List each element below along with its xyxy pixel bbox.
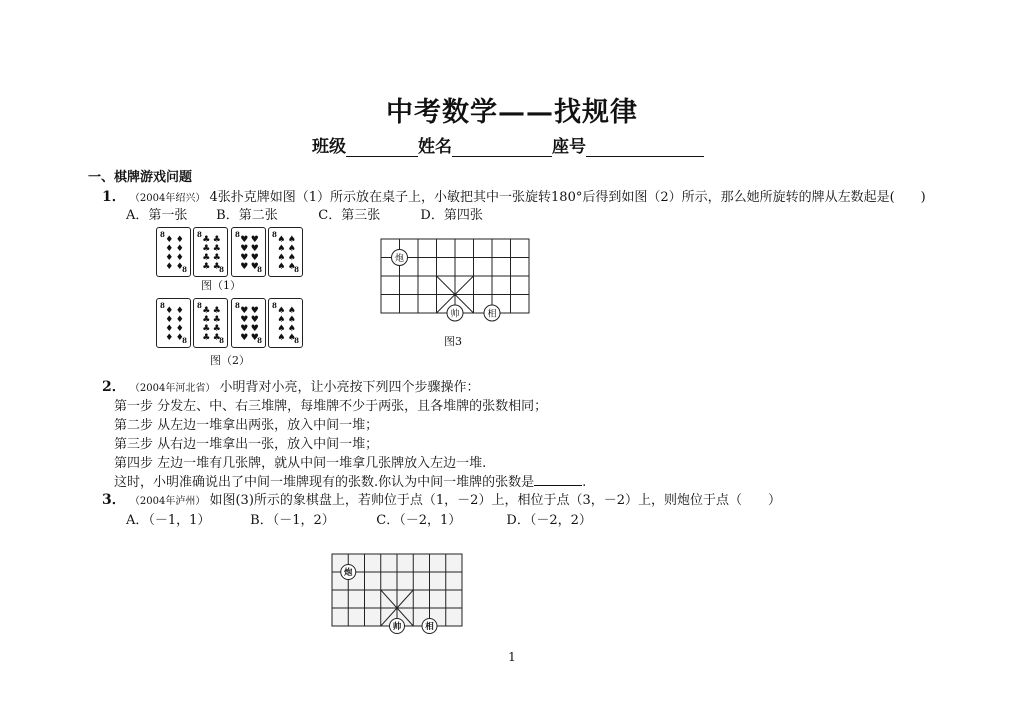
option-b: B．（－1，2） xyxy=(250,513,335,528)
section-heading: 一、棋牌游戏问题 xyxy=(88,170,193,185)
question-3 xyxy=(102,489,781,509)
cannon-piece: 炮 xyxy=(343,568,353,578)
playing-card: 8 ♠ ♠ ♠ ♠ ♠ ♠ ♠ ♠ 8 xyxy=(268,298,303,348)
general-piece: 帅 xyxy=(450,309,460,320)
step-4: 第四步 左边一堆有几张牌，就从中间一堆拿几张牌放入左边一堆. xyxy=(114,456,487,471)
figure-2-caption: 图（2） xyxy=(210,354,250,367)
page-title: 中考数学——找规律 xyxy=(386,97,638,128)
question-3-text: 如图(3)所示的象棋盘上，若帅位于点（1，－2）上，相位于点（3，－2）上，则炮位于点（ ） xyxy=(209,493,781,508)
figure-1-caption: 图（1） xyxy=(201,279,241,292)
question-1-options xyxy=(126,204,483,223)
playing-card: 8 ♣ ♣ ♣ ♣ ♣ ♣ ♣ ♣ 8 xyxy=(193,298,228,348)
page-number: 1 xyxy=(508,650,516,664)
club-icon: ♣ xyxy=(202,235,211,245)
question-2-number: 2． xyxy=(102,379,126,395)
cannon-piece: 炮 xyxy=(394,254,405,264)
general-piece: 帅 xyxy=(392,622,402,632)
chessboard-question-3 xyxy=(328,552,466,638)
question-3-number: 3． xyxy=(102,492,126,508)
question-3-source: （2004年泸州） xyxy=(129,496,206,507)
playing-card: 8 ♠ ♠ ♠ ♠ ♠ ♠ ♠ ♠ 8 xyxy=(268,227,303,277)
playing-card: 8 ♦ ♦ ♦ ♦ ♦ ♦ ♦ ♦ 8 xyxy=(156,298,191,348)
answer-blank xyxy=(534,472,582,486)
figure-3-caption: 图3 xyxy=(444,335,462,348)
conclusion-text: 这时，小明准确说出了中间一堆牌现有的张数.你认为中间一堆牌的张数是 xyxy=(114,475,535,490)
student-info-fields xyxy=(312,132,704,157)
chessboard-figure-3 xyxy=(380,238,532,334)
question-1-source: （2004年绍兴） xyxy=(129,193,206,204)
question-1-number: 1． xyxy=(102,189,126,205)
question-2 xyxy=(102,376,480,396)
class-label: 班级 xyxy=(312,137,346,157)
conclusion-end: . xyxy=(582,475,587,490)
option-a: A．（－1，1） xyxy=(126,513,211,528)
name-label: 姓名 xyxy=(418,137,452,157)
option-d: D．（－2，2） xyxy=(506,513,592,528)
question-1 xyxy=(102,186,926,206)
minister-piece: 相 xyxy=(425,622,434,632)
option-d: D．第四张 xyxy=(420,208,483,223)
step-1: 第一步 分发左、中、右三堆牌，每堆牌不少于两张，且各堆牌的张数相同； xyxy=(114,399,548,414)
seat-blank xyxy=(586,138,704,157)
option-c: C．第三张 xyxy=(318,208,381,223)
name-blank xyxy=(452,138,552,157)
spade-icon: ♠ xyxy=(277,235,286,245)
question-2-conclusion xyxy=(114,471,586,490)
diamond-icon: ♦ xyxy=(165,235,174,245)
minister-piece: 相 xyxy=(487,309,497,320)
seat-label: 座号 xyxy=(552,137,586,157)
playing-card: 8 ♦ ♦ ♦ ♦ ♦ ♦ ♦ ♦ 8 xyxy=(156,227,191,277)
option-a: A．第一张 xyxy=(126,208,188,223)
question-1-text: 4张扑克牌如图（1）所示放在桌子上，小敏把其中一张旋转180°后得到如图（2）所示，那么她所旋转的牌从左数起是( ) xyxy=(209,190,926,205)
class-blank xyxy=(346,138,418,157)
playing-card: 8 ♥ ♥ ♥ ♥ ♥ ♥ ♥ ♥ 8 xyxy=(231,227,266,277)
step-3: 第三步 从右边一堆拿出一张，放入中间一堆； xyxy=(114,437,379,452)
playing-card: 8 ♥ ♥ ♥ ♥ ♥ ♥ ♥ ♥ 8 xyxy=(231,298,266,348)
option-c: C．（－2，1） xyxy=(376,513,462,528)
playing-card: 8 ♣ ♣ ♣ ♣ ♣ ♣ ♣ ♣ 8 xyxy=(193,227,228,277)
option-b: B．第二张 xyxy=(216,208,278,223)
question-2-intro: 小明背对小亮，让小亮按下列四个步骤操作： xyxy=(219,380,480,395)
step-2: 第二步 从左边一堆拿出两张，放入中间一堆； xyxy=(114,418,379,433)
card-rank: 8 xyxy=(160,230,165,239)
question-3-options xyxy=(126,509,592,528)
question-2-source: （2004年河北省） xyxy=(129,383,216,394)
heart-icon: ♥ xyxy=(240,235,249,245)
